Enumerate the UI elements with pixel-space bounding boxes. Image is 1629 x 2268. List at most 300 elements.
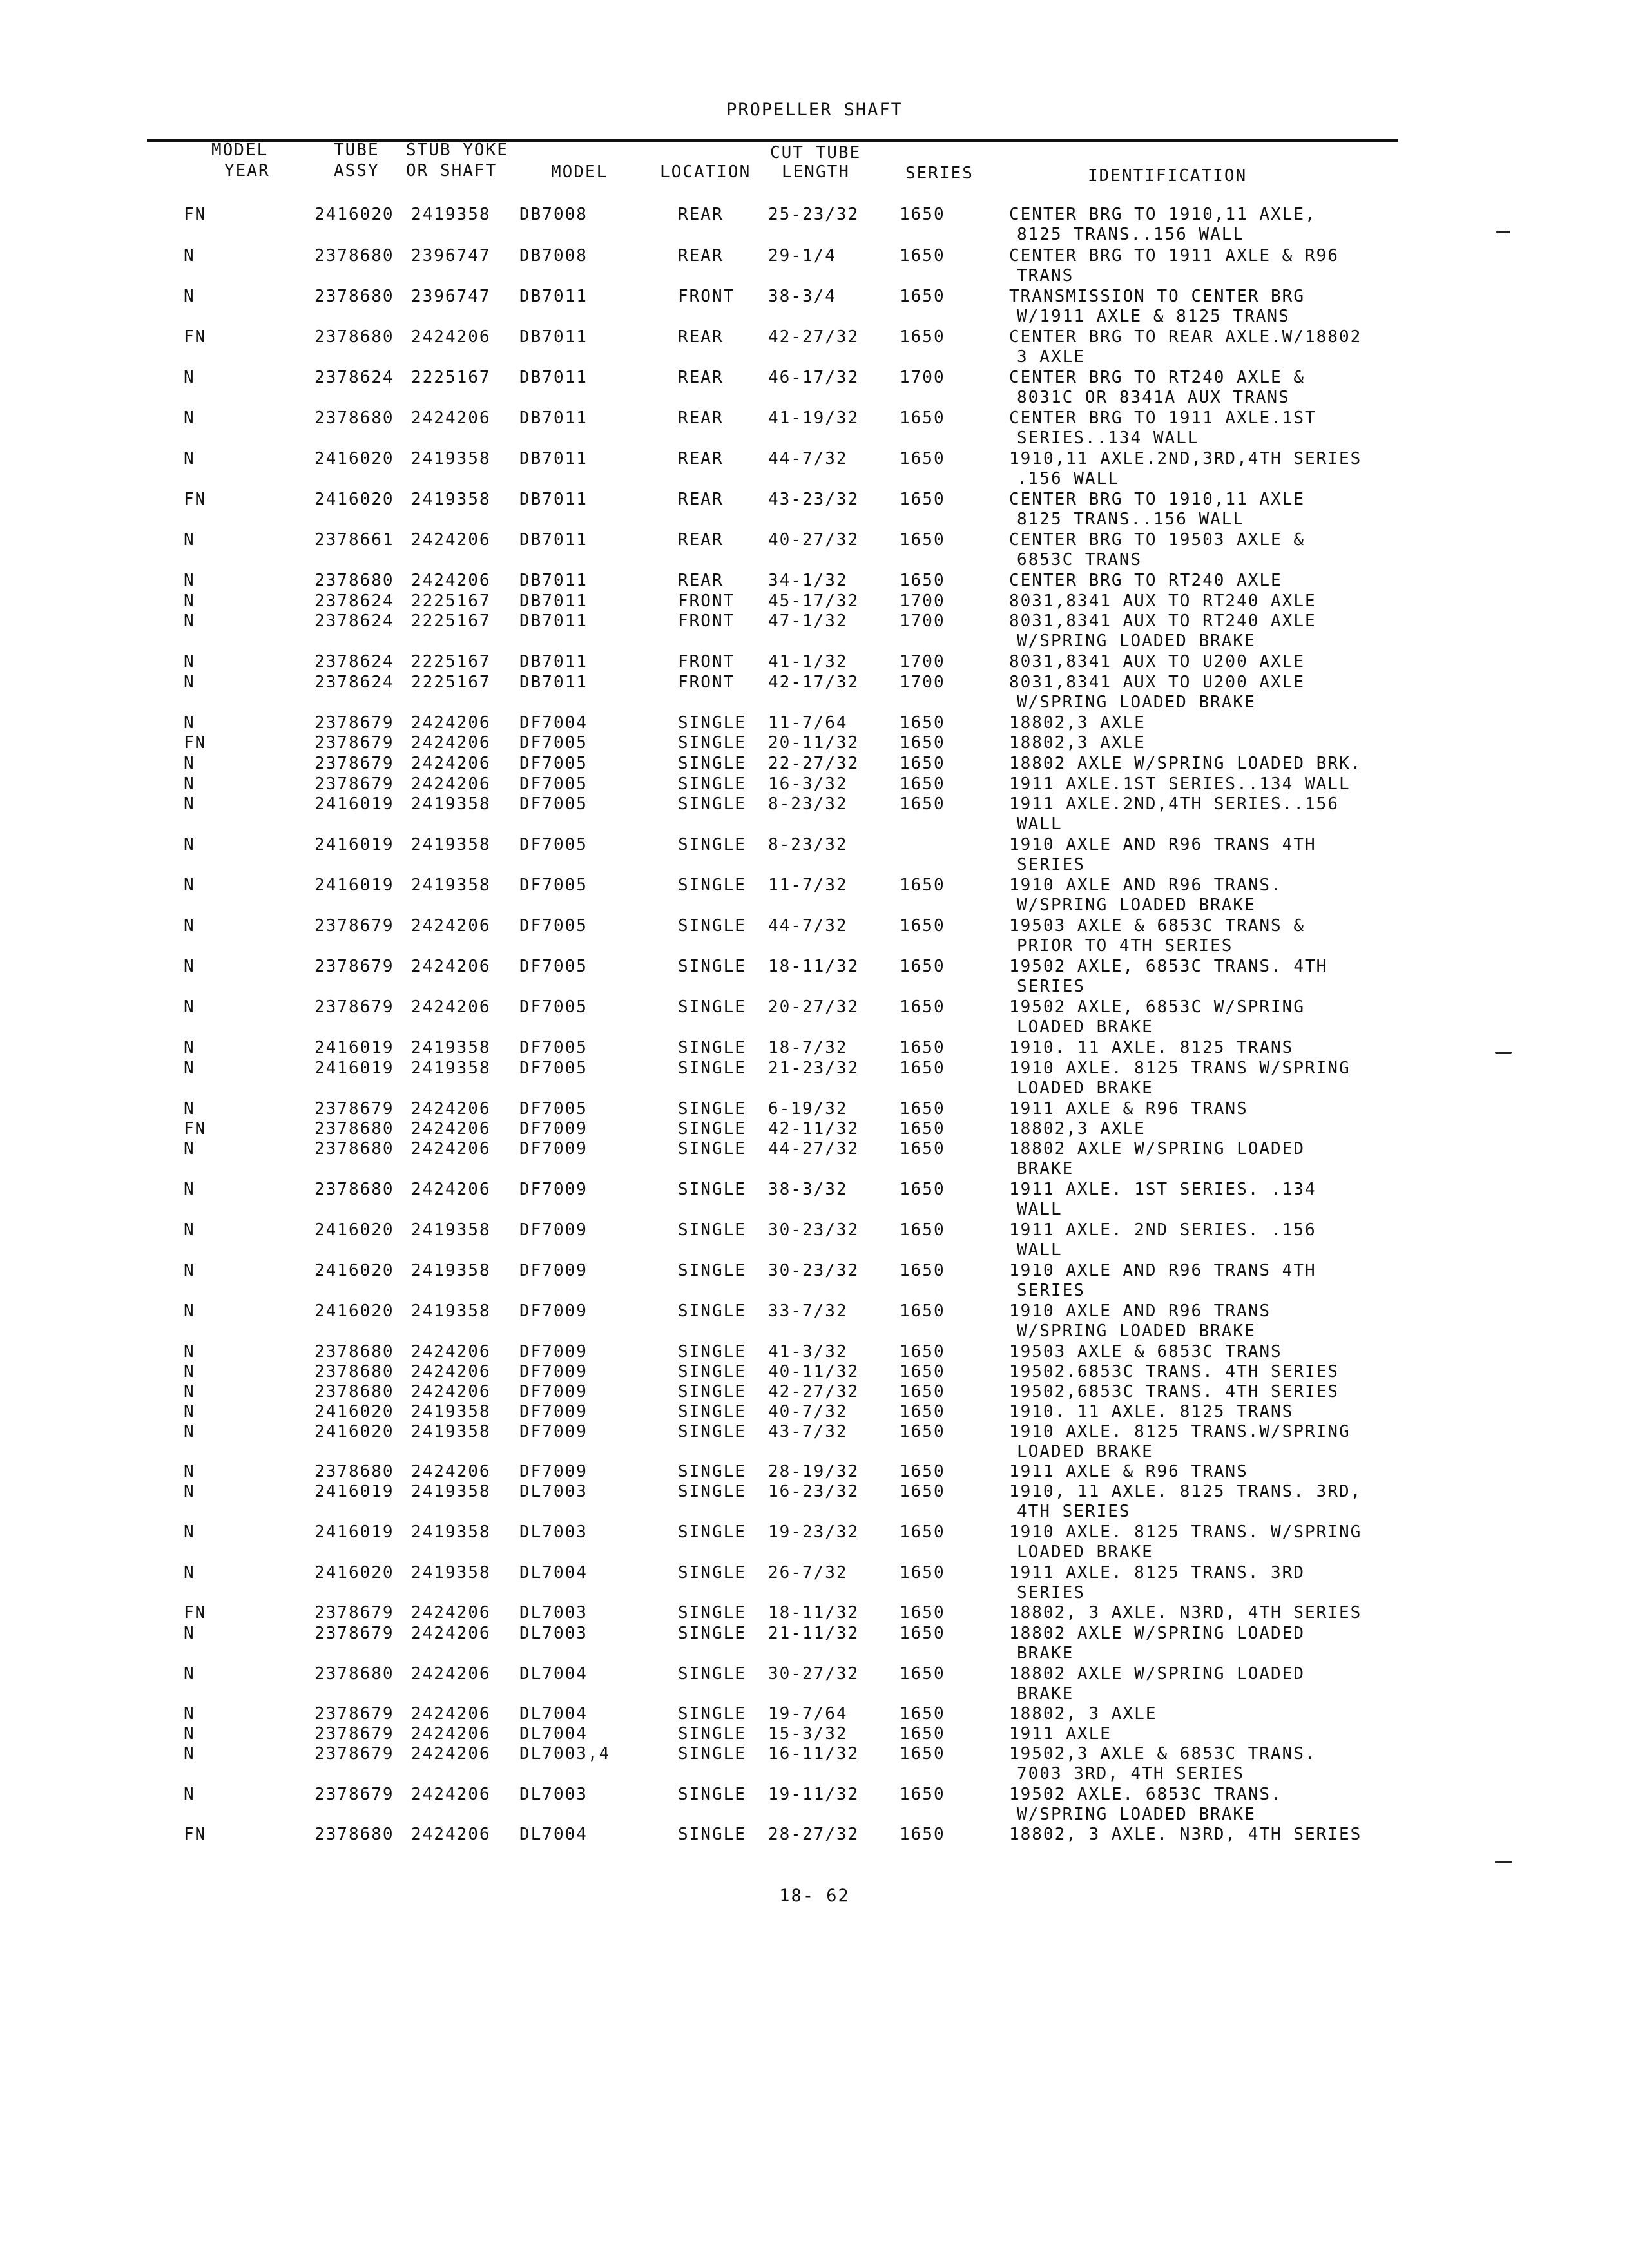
stub-yoke-cell: 2424206 bbox=[411, 1624, 491, 1643]
model-year-cell: N bbox=[184, 368, 195, 387]
model-cell: DF7009 bbox=[519, 1220, 588, 1240]
identification-cell bbox=[1009, 1402, 1293, 1422]
model-cell: DB7011 bbox=[519, 611, 588, 631]
series-cell: 1650 bbox=[900, 408, 945, 428]
identification-line: 1910 AXLE. 8125 TRANS. W/SPRING bbox=[1009, 1523, 1362, 1542]
identification-cell bbox=[1009, 1059, 1351, 1099]
cut-length-cell: 44-7/32 bbox=[768, 449, 848, 468]
identification-cell bbox=[1009, 1261, 1316, 1301]
header-model-year-2: YEAR bbox=[224, 161, 270, 180]
model-year-cell: N bbox=[184, 997, 195, 1017]
identification-line: CENTER BRG TO 1911 AXLE.1ST bbox=[1009, 408, 1316, 428]
identification-line: 1911 AXLE & R96 TRANS bbox=[1009, 1462, 1248, 1481]
series-cell: 1650 bbox=[900, 490, 945, 509]
location-cell: SINGLE bbox=[678, 1099, 746, 1119]
model-cell: DF7005 bbox=[519, 1038, 588, 1057]
identification-line: W/1911 AXLE & 8125 TRANS bbox=[1017, 307, 1290, 326]
tube-assy-cell: 2416019 bbox=[314, 1059, 394, 1078]
tube-assy-cell: 2416020 bbox=[314, 205, 394, 224]
location-cell: FRONT bbox=[678, 591, 735, 611]
series-cell: 1650 bbox=[900, 1563, 945, 1582]
tube-assy-cell: 2416019 bbox=[314, 1482, 394, 1501]
identification-cell bbox=[1009, 530, 1305, 570]
stub-yoke-cell: 2419358 bbox=[411, 876, 491, 895]
identification-line: 19502 AXLE, 6853C W/SPRING bbox=[1009, 997, 1305, 1017]
stub-yoke-cell: 2225167 bbox=[411, 652, 491, 671]
tube-assy-cell: 2416020 bbox=[314, 1402, 394, 1421]
model-year-cell: N bbox=[184, 1059, 195, 1078]
location-cell: SINGLE bbox=[678, 1482, 746, 1501]
series-cell: 1650 bbox=[900, 1119, 945, 1139]
model-year-cell: N bbox=[184, 1362, 195, 1381]
location-cell: SINGLE bbox=[678, 1180, 746, 1199]
model-cell: DL7004 bbox=[519, 1825, 588, 1844]
location-cell: SINGLE bbox=[678, 957, 746, 976]
stub-yoke-cell: 2424206 bbox=[411, 1825, 491, 1844]
model-year-cell: N bbox=[184, 1038, 195, 1057]
identification-line: W/SPRING LOADED BRAKE bbox=[1017, 631, 1256, 651]
identification-cell bbox=[1009, 774, 1351, 794]
tube-assy-cell: 2378679 bbox=[314, 1744, 394, 1763]
identification-line: 1910 AXLE. 8125 TRANS.W/SPRING bbox=[1009, 1422, 1351, 1441]
series-cell: 1650 bbox=[900, 794, 945, 814]
cut-length-cell: 28-27/32 bbox=[768, 1825, 860, 1844]
series-cell: 1650 bbox=[900, 774, 945, 794]
stub-yoke-cell: 2419358 bbox=[411, 1059, 491, 1078]
identification-line: 1910 AXLE AND R96 TRANS bbox=[1009, 1302, 1271, 1321]
model-cell: DB7011 bbox=[519, 591, 588, 611]
tube-assy-cell: 2378680 bbox=[314, 1664, 394, 1684]
model-year-cell: N bbox=[184, 571, 195, 590]
tube-assy-cell: 2416020 bbox=[314, 1261, 394, 1280]
series-cell: 1650 bbox=[900, 1342, 945, 1361]
location-cell: REAR bbox=[678, 368, 724, 387]
identification-line: CENTER BRG TO 1910,11 AXLE, bbox=[1009, 205, 1316, 224]
series-cell: 1650 bbox=[900, 1302, 945, 1321]
model-year-cell: N bbox=[184, 591, 195, 611]
tube-assy-cell: 2378679 bbox=[314, 1603, 394, 1622]
tube-assy-cell: 2416019 bbox=[314, 794, 394, 814]
identification-line: 18802 AXLE W/SPRING LOADED BRK. bbox=[1009, 754, 1362, 773]
model-cell: DB7011 bbox=[519, 287, 588, 306]
stub-yoke-cell: 2424206 bbox=[411, 1342, 491, 1361]
model-year-cell: N bbox=[184, 876, 195, 895]
location-cell: SINGLE bbox=[678, 1704, 746, 1724]
tube-assy-cell: 2378679 bbox=[314, 774, 394, 794]
header-identification: IDENTIFICATION bbox=[1088, 166, 1248, 186]
tube-assy-cell: 2378661 bbox=[314, 530, 394, 550]
identification-line: 3 AXLE bbox=[1017, 347, 1085, 367]
cut-length-cell: 6-19/32 bbox=[768, 1099, 848, 1119]
stub-yoke-cell: 2419358 bbox=[411, 1302, 491, 1321]
identification-cell bbox=[1009, 1220, 1316, 1260]
identification-cell bbox=[1009, 1180, 1316, 1220]
cut-length-cell: 41-1/32 bbox=[768, 652, 848, 671]
identification-cell bbox=[1009, 611, 1316, 651]
identification-cell bbox=[1009, 449, 1362, 489]
series-cell: 1650 bbox=[900, 1059, 945, 1078]
identification-cell bbox=[1009, 652, 1305, 672]
identification-line: TRANSMISSION TO CENTER BRG bbox=[1009, 287, 1305, 306]
location-cell: SINGLE bbox=[678, 1422, 746, 1441]
model-cell: DF7009 bbox=[519, 1342, 588, 1361]
header-series: SERIES bbox=[905, 164, 974, 183]
tube-assy-cell: 2378680 bbox=[314, 1362, 394, 1381]
identification-cell bbox=[1009, 1139, 1305, 1179]
identification-line: 1910 AXLE AND R96 TRANS. bbox=[1009, 876, 1282, 895]
series-cell: 1700 bbox=[900, 652, 945, 671]
model-cell: DF7009 bbox=[519, 1402, 588, 1421]
identification-line: 8031,8341 AUX TO RT240 AXLE bbox=[1009, 591, 1316, 611]
model-cell: DB7011 bbox=[519, 530, 588, 550]
identification-line: SERIES bbox=[1017, 1281, 1085, 1300]
location-cell: FRONT bbox=[678, 673, 735, 692]
identification-line: 19502,6853C TRANS. 4TH SERIES bbox=[1009, 1382, 1339, 1401]
identification-line: SERIES bbox=[1017, 977, 1085, 996]
cut-length-cell: 16-3/32 bbox=[768, 774, 848, 794]
series-cell: 1650 bbox=[900, 1382, 945, 1401]
stub-yoke-cell: 2419358 bbox=[411, 1038, 491, 1057]
cut-length-cell: 18-11/32 bbox=[768, 1603, 860, 1622]
identification-line: LOADED BRAKE bbox=[1017, 1442, 1153, 1461]
series-cell: 1650 bbox=[900, 1038, 945, 1057]
location-cell: REAR bbox=[678, 449, 724, 468]
series-cell: 1700 bbox=[900, 591, 945, 611]
model-year-cell: N bbox=[184, 835, 195, 854]
model-cell: DB7011 bbox=[519, 673, 588, 692]
location-cell: SINGLE bbox=[678, 713, 746, 733]
model-cell: DL7003 bbox=[519, 1785, 588, 1804]
stub-yoke-cell: 2419358 bbox=[411, 1220, 491, 1240]
location-cell: SINGLE bbox=[678, 754, 746, 773]
series-cell: 1650 bbox=[900, 1402, 945, 1421]
location-cell: SINGLE bbox=[678, 1664, 746, 1684]
identification-cell bbox=[1009, 1119, 1146, 1139]
identification-line: W/SPRING LOADED BRAKE bbox=[1017, 896, 1256, 915]
tube-assy-cell: 2416020 bbox=[314, 1302, 394, 1321]
model-cell: DF7005 bbox=[519, 1099, 588, 1119]
stub-yoke-cell: 2424206 bbox=[411, 1139, 491, 1158]
model-cell: DB7011 bbox=[519, 652, 588, 671]
location-cell: SINGLE bbox=[678, 1724, 746, 1744]
model-cell: DL7003,4 bbox=[519, 1744, 611, 1763]
model-cell: DL7004 bbox=[519, 1563, 588, 1582]
tube-assy-cell: 2378680 bbox=[314, 1119, 394, 1139]
cut-length-cell: 11-7/32 bbox=[768, 876, 848, 895]
cut-length-cell: 45-17/32 bbox=[768, 591, 860, 611]
identification-line: 1910,11 AXLE.2ND,3RD,4TH SERIES bbox=[1009, 449, 1362, 468]
stub-yoke-cell: 2424206 bbox=[411, 1664, 491, 1684]
identification-line: 8125 TRANS..156 WALL bbox=[1017, 510, 1245, 529]
cut-length-cell: 22-27/32 bbox=[768, 754, 860, 773]
model-cell: DF7005 bbox=[519, 1059, 588, 1078]
model-cell: DF7009 bbox=[519, 1422, 588, 1441]
tube-assy-cell: 2378680 bbox=[314, 1180, 394, 1199]
location-cell: SINGLE bbox=[678, 1462, 746, 1481]
location-cell: SINGLE bbox=[678, 1302, 746, 1321]
identification-line: 1910 AXLE AND R96 TRANS 4TH bbox=[1009, 835, 1316, 854]
margin-mark bbox=[1495, 1052, 1512, 1054]
identification-line: 18802,3 AXLE bbox=[1009, 1119, 1146, 1139]
identification-line: WALL bbox=[1017, 1240, 1063, 1260]
stub-yoke-cell: 2419358 bbox=[411, 1523, 491, 1542]
identification-cell bbox=[1009, 794, 1339, 834]
identification-line: 7003 3RD, 4TH SERIES bbox=[1017, 1764, 1245, 1783]
identification-line: W/SPRING LOADED BRAKE bbox=[1017, 693, 1256, 712]
stub-yoke-cell: 2419358 bbox=[411, 490, 491, 509]
identification-line: 1910 AXLE AND R96 TRANS 4TH bbox=[1009, 1261, 1316, 1280]
model-year-cell: N bbox=[184, 1624, 195, 1643]
series-cell: 1650 bbox=[900, 1825, 945, 1844]
model-cell: DL7003 bbox=[519, 1603, 588, 1622]
identification-line: 18802 AXLE W/SPRING LOADED bbox=[1009, 1664, 1305, 1684]
margin-mark bbox=[1495, 1861, 1512, 1863]
model-year-cell: N bbox=[184, 1664, 195, 1684]
identification-line: LOADED BRAKE bbox=[1017, 1017, 1153, 1037]
series-cell: 1650 bbox=[900, 713, 945, 733]
cut-length-cell: 19-7/64 bbox=[768, 1704, 848, 1724]
identification-line: 1911 AXLE.1ST SERIES..134 WALL bbox=[1009, 774, 1351, 794]
tube-assy-cell: 2378680 bbox=[314, 571, 394, 590]
cut-length-cell: 29-1/4 bbox=[768, 246, 836, 265]
model-cell: DF7005 bbox=[519, 733, 588, 753]
stub-yoke-cell: 2424206 bbox=[411, 1744, 491, 1763]
tube-assy-cell: 2378679 bbox=[314, 733, 394, 753]
cut-length-cell: 8-23/32 bbox=[768, 835, 848, 854]
model-year-cell: N bbox=[184, 957, 195, 976]
identification-line: 8031,8341 AUX TO U200 AXLE bbox=[1009, 673, 1305, 692]
identification-cell bbox=[1009, 673, 1305, 713]
tube-assy-cell: 2378680 bbox=[314, 327, 394, 347]
cut-length-cell: 11-7/64 bbox=[768, 713, 848, 733]
identification-cell bbox=[1009, 1342, 1282, 1362]
cut-length-cell: 40-7/32 bbox=[768, 1402, 848, 1421]
cut-length-cell: 20-27/32 bbox=[768, 997, 860, 1017]
identification-line: 8031C OR 8341A AUX TRANS bbox=[1017, 388, 1290, 407]
page-number: 18- 62 bbox=[779, 1886, 850, 1906]
model-year-cell: N bbox=[184, 1523, 195, 1542]
tube-assy-cell: 2416019 bbox=[314, 1523, 394, 1542]
stub-yoke-cell: 2424206 bbox=[411, 1099, 491, 1119]
identification-cell bbox=[1009, 1523, 1362, 1562]
identification-cell bbox=[1009, 1785, 1282, 1825]
model-year-cell: FN bbox=[184, 1603, 207, 1622]
identification-line: 19503 AXLE & 6853C TRANS bbox=[1009, 1342, 1282, 1361]
identification-cell bbox=[1009, 1482, 1362, 1522]
model-year-cell: N bbox=[184, 1139, 195, 1158]
identification-line: TRANS bbox=[1017, 266, 1074, 285]
model-year-cell: N bbox=[184, 287, 195, 306]
stub-yoke-cell: 2424206 bbox=[411, 327, 491, 347]
identification-cell bbox=[1009, 1099, 1248, 1119]
model-cell: DF7009 bbox=[519, 1180, 588, 1199]
cut-length-cell: 30-27/32 bbox=[768, 1664, 860, 1684]
model-cell: DF7009 bbox=[519, 1302, 588, 1321]
identification-line: W/SPRING LOADED BRAKE bbox=[1017, 1321, 1256, 1341]
identification-line: .156 WALL bbox=[1017, 469, 1119, 488]
location-cell: SINGLE bbox=[678, 1825, 746, 1844]
identification-line: 1911 AXLE. 2ND SERIES. .156 bbox=[1009, 1220, 1316, 1240]
identification-line: CENTER BRG TO RT240 AXLE & bbox=[1009, 368, 1305, 387]
series-cell: 1650 bbox=[900, 876, 945, 895]
identification-line: LOADED BRAKE bbox=[1017, 1542, 1153, 1562]
identification-line: 18802 AXLE W/SPRING LOADED bbox=[1009, 1139, 1305, 1158]
identification-line: WALL bbox=[1017, 814, 1063, 834]
tube-assy-cell: 2378624 bbox=[314, 368, 394, 387]
stub-yoke-cell: 2225167 bbox=[411, 368, 491, 387]
identification-line: CENTER BRG TO 1911 AXLE & R96 bbox=[1009, 246, 1339, 265]
identification-cell bbox=[1009, 1664, 1305, 1704]
identification-cell bbox=[1009, 1624, 1305, 1664]
stub-yoke-cell: 2424206 bbox=[411, 1785, 491, 1804]
cut-length-cell: 47-1/32 bbox=[768, 611, 848, 631]
stub-yoke-cell: 2424206 bbox=[411, 1704, 491, 1724]
model-cell: DF7009 bbox=[519, 1382, 588, 1401]
series-cell: 1650 bbox=[900, 733, 945, 753]
model-year-cell: N bbox=[184, 1422, 195, 1441]
stub-yoke-cell: 2424206 bbox=[411, 1119, 491, 1139]
location-cell: SINGLE bbox=[678, 1342, 746, 1361]
cut-length-cell: 21-23/32 bbox=[768, 1059, 860, 1078]
series-cell: 1650 bbox=[900, 1099, 945, 1119]
model-year-cell: N bbox=[184, 1785, 195, 1804]
series-cell: 1650 bbox=[900, 1362, 945, 1381]
model-cell: DF7005 bbox=[519, 774, 588, 794]
header-model-year-1: MODEL bbox=[211, 140, 269, 160]
model-year-cell: N bbox=[184, 652, 195, 671]
location-cell: SINGLE bbox=[678, 733, 746, 753]
model-year-cell: N bbox=[184, 1462, 195, 1481]
stub-yoke-cell: 2424206 bbox=[411, 997, 491, 1017]
location-cell: REAR bbox=[678, 530, 724, 550]
series-cell: 1650 bbox=[900, 1624, 945, 1643]
cut-length-cell: 19-23/32 bbox=[768, 1523, 860, 1542]
model-year-cell: N bbox=[184, 1099, 195, 1119]
model-year-cell: N bbox=[184, 1724, 195, 1744]
identification-line: 18802, 3 AXLE bbox=[1009, 1704, 1157, 1724]
series-cell: 1650 bbox=[900, 1664, 945, 1684]
identification-cell bbox=[1009, 997, 1305, 1037]
model-year-cell: N bbox=[184, 611, 195, 631]
stub-yoke-cell: 2419358 bbox=[411, 1563, 491, 1582]
model-cell: DL7004 bbox=[519, 1704, 588, 1724]
stub-yoke-cell: 2225167 bbox=[411, 611, 491, 631]
model-cell: DF7005 bbox=[519, 997, 588, 1017]
model-year-cell: N bbox=[184, 1744, 195, 1763]
series-cell: 1650 bbox=[900, 1220, 945, 1240]
identification-line: CENTER BRG TO 1910,11 AXLE bbox=[1009, 490, 1305, 509]
model-cell: DF7005 bbox=[519, 835, 588, 854]
model-cell: DF7009 bbox=[519, 1261, 588, 1280]
stub-yoke-cell: 2424206 bbox=[411, 1362, 491, 1381]
tube-assy-cell: 2378624 bbox=[314, 652, 394, 671]
tube-assy-cell: 2378679 bbox=[314, 1704, 394, 1724]
identification-line: SERIES..134 WALL bbox=[1017, 428, 1199, 448]
cut-length-cell: 34-1/32 bbox=[768, 571, 848, 590]
stub-yoke-cell: 2424206 bbox=[411, 733, 491, 753]
location-cell: REAR bbox=[678, 327, 724, 347]
location-cell: FRONT bbox=[678, 287, 735, 306]
model-cell: DF7005 bbox=[519, 957, 588, 976]
model-cell: DB7011 bbox=[519, 408, 588, 428]
model-year-cell: N bbox=[184, 1180, 195, 1199]
location-cell: SINGLE bbox=[678, 1785, 746, 1804]
identification-line: CENTER BRG TO 19503 AXLE & bbox=[1009, 530, 1305, 550]
cut-length-cell: 43-23/32 bbox=[768, 490, 860, 509]
series-cell: 1700 bbox=[900, 368, 945, 387]
tube-assy-cell: 2416020 bbox=[314, 1422, 394, 1441]
model-cell: DF7005 bbox=[519, 794, 588, 814]
location-cell: SINGLE bbox=[678, 794, 746, 814]
model-cell: DB7011 bbox=[519, 571, 588, 590]
series-cell: 1650 bbox=[900, 246, 945, 265]
stub-yoke-cell: 2419358 bbox=[411, 794, 491, 814]
tube-assy-cell: 2378680 bbox=[314, 1342, 394, 1361]
model-year-cell: N bbox=[184, 1220, 195, 1240]
identification-cell bbox=[1009, 1302, 1271, 1341]
cut-length-cell: 16-23/32 bbox=[768, 1482, 860, 1501]
model-year-cell: N bbox=[184, 1704, 195, 1724]
identification-cell bbox=[1009, 287, 1305, 327]
stub-yoke-cell: 2419358 bbox=[411, 449, 491, 468]
model-cell: DB7011 bbox=[519, 449, 588, 468]
location-cell: SINGLE bbox=[678, 916, 746, 936]
location-cell: FRONT bbox=[678, 611, 735, 631]
header-model: MODEL bbox=[551, 162, 608, 182]
identification-cell bbox=[1009, 1462, 1248, 1482]
identification-line: 1910, 11 AXLE. 8125 TRANS. 3RD, bbox=[1009, 1482, 1362, 1501]
tube-assy-cell: 2416019 bbox=[314, 876, 394, 895]
model-year-cell: N bbox=[184, 246, 195, 265]
location-cell: SINGLE bbox=[678, 876, 746, 895]
identification-line: 1911 AXLE. 8125 TRANS. 3RD bbox=[1009, 1563, 1305, 1582]
stub-yoke-cell: 2424206 bbox=[411, 754, 491, 773]
cut-length-cell: 19-11/32 bbox=[768, 1785, 860, 1804]
cut-length-cell: 16-11/32 bbox=[768, 1744, 860, 1763]
identification-cell bbox=[1009, 733, 1146, 753]
cut-length-cell: 28-19/32 bbox=[768, 1462, 860, 1481]
header-stub-2: OR SHAFT bbox=[406, 161, 497, 180]
model-year-cell: N bbox=[184, 754, 195, 773]
model-year-cell: N bbox=[184, 408, 195, 428]
identification-cell bbox=[1009, 368, 1305, 408]
identification-cell bbox=[1009, 754, 1362, 774]
series-cell: 1650 bbox=[900, 1139, 945, 1158]
model-cell: DL7003 bbox=[519, 1482, 588, 1501]
header-cut-tube-1: CUT TUBE bbox=[770, 143, 862, 162]
stub-yoke-cell: 2424206 bbox=[411, 774, 491, 794]
tube-assy-cell: 2378624 bbox=[314, 591, 394, 611]
identification-cell bbox=[1009, 591, 1316, 611]
model-cell: DL7004 bbox=[519, 1664, 588, 1684]
model-cell: DL7003 bbox=[519, 1624, 588, 1643]
identification-line: 1910. 11 AXLE. 8125 TRANS bbox=[1009, 1038, 1294, 1057]
identification-line: BRAKE bbox=[1017, 1684, 1074, 1704]
location-cell: REAR bbox=[678, 571, 724, 590]
identification-line: 18802, 3 AXLE. N3RD, 4TH SERIES bbox=[1009, 1603, 1362, 1622]
identification-line: 4TH SERIES bbox=[1017, 1502, 1131, 1521]
series-cell: 1650 bbox=[900, 997, 945, 1017]
model-cell: DF7009 bbox=[519, 1119, 588, 1139]
model-cell: DB7011 bbox=[519, 368, 588, 387]
model-cell: DL7003 bbox=[519, 1523, 588, 1542]
stub-yoke-cell: 2396747 bbox=[411, 287, 491, 306]
cut-length-cell: 30-23/32 bbox=[768, 1261, 860, 1280]
identification-cell bbox=[1009, 1744, 1316, 1784]
series-cell: 1650 bbox=[900, 327, 945, 347]
location-cell: SINGLE bbox=[678, 774, 746, 794]
identification-line: 18802,3 AXLE bbox=[1009, 733, 1146, 753]
